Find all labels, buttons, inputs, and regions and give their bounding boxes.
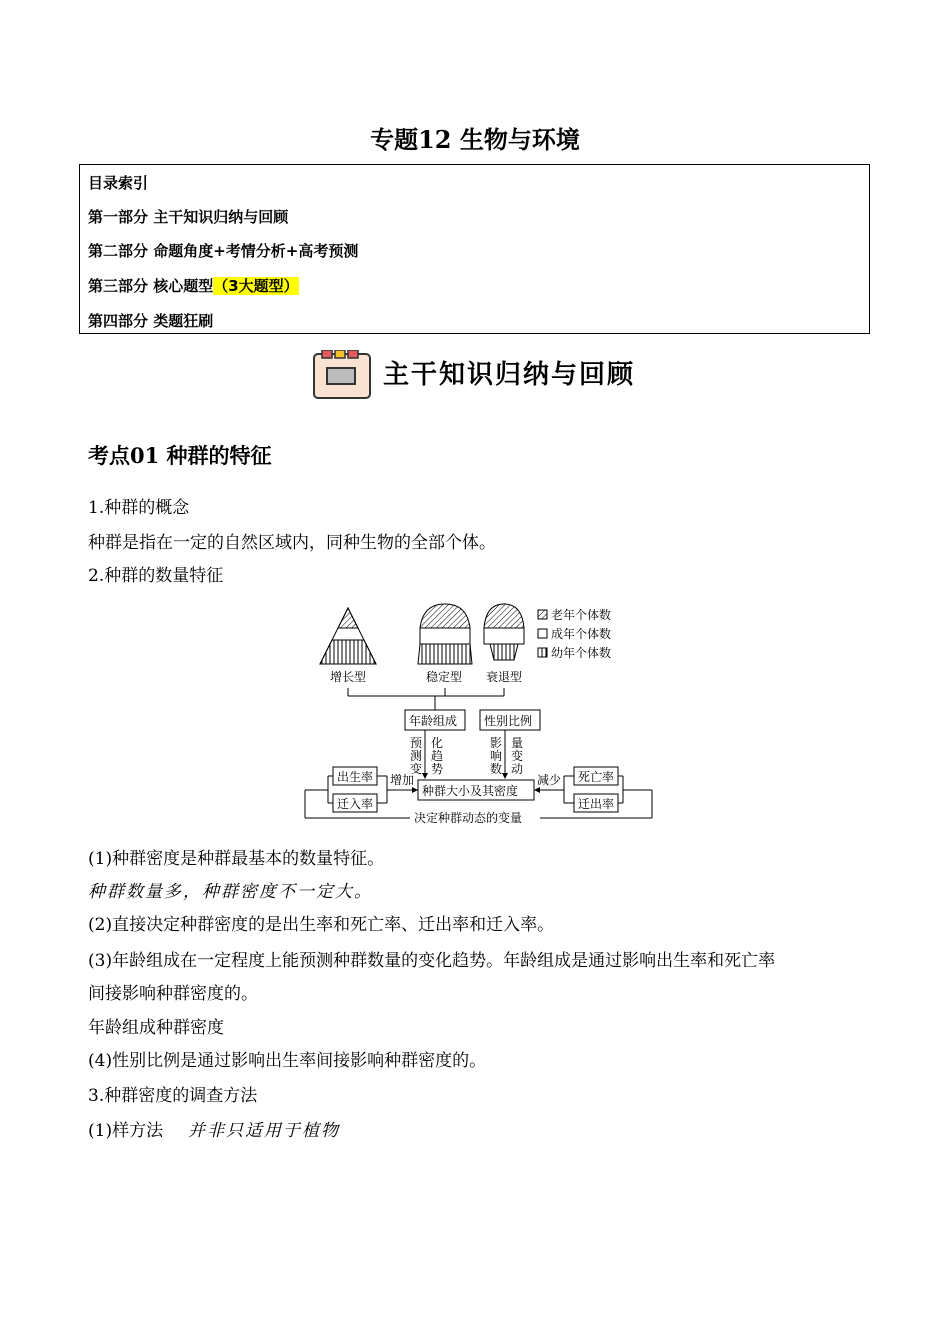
legend-adult: 成年个体数 [551, 627, 612, 641]
folder-icon [314, 350, 370, 398]
toc-part3-label: 第三部分 核心题型 [88, 277, 214, 295]
svg-text:趋: 趋 [431, 749, 444, 763]
subtitle-concept: 1.种群的概念 [88, 498, 190, 518]
svg-text:数: 数 [490, 762, 503, 776]
svg-text:测: 测 [410, 749, 423, 763]
svg-text:量: 量 [511, 736, 524, 750]
point-4: (4)性别比例是通过影响出生率间接影响种群密度的。 [88, 1051, 487, 1071]
handwritten-note-1: 种群数量多，种群密度不一定大。 [88, 882, 373, 902]
point-3-line1: (3)年龄组成在一定程度上能预测种群数量的变化趋势。年龄组成是通过影响出生率和死亡率 [88, 951, 776, 971]
svg-text:变: 变 [410, 762, 423, 776]
decrease-label: 减少 [537, 773, 562, 787]
growth-pyramid [320, 608, 376, 664]
note-2: 年龄组成种群密度 [88, 1018, 224, 1038]
legend-young: 幼年个体数 [551, 646, 612, 660]
stable-pyramid [418, 604, 472, 664]
subtitle-survey: 3.种群密度的调查方法 [88, 1086, 258, 1106]
legend-old: 老年个体数 [551, 608, 612, 622]
subtitle-quantity: 2.种群的数量特征 [88, 566, 224, 586]
handwritten-note-3: 并非只适用于植物 [188, 1121, 340, 1141]
banner-title: 主干知识归纳与回顾 [383, 360, 636, 390]
toc-part3[interactable] [88, 276, 299, 296]
age-structure-box: 年龄组成 [409, 714, 458, 728]
svg-text:变: 变 [511, 749, 524, 763]
sex-ratio-box: 性别比例 [484, 714, 533, 728]
label-growth: 增长型 [330, 670, 367, 684]
toc-part2[interactable]: 第二部分 命题角度+考情分析+高考预测 [88, 242, 359, 260]
concept-text: 种群是指在一定的自然区域内，同种生物的全部个体。 [88, 533, 496, 553]
legend [538, 607, 611, 660]
birth-rate-box: 出生率 [337, 770, 374, 784]
toc-part1[interactable]: 第一部分 主干知识归纳与回顾 [88, 208, 289, 226]
svg-text:响: 响 [490, 749, 503, 763]
point-1: (1)种群密度是种群最基本的数量特征。 [88, 849, 385, 869]
increase-label: 增加 [390, 773, 415, 787]
death-rate-box: 死亡率 [578, 770, 615, 784]
population-diagram [300, 600, 660, 830]
table-of-contents [79, 164, 870, 334]
svg-text:化: 化 [431, 736, 444, 750]
svg-text:动: 动 [511, 762, 524, 776]
svg-text:势: 势 [431, 762, 444, 776]
emigration-box: 迁出率 [578, 797, 615, 811]
point-2: (2)直接决定种群密度的是出生率和死亡率、迁出率和迁入率。 [88, 915, 555, 935]
svg-text:预: 预 [410, 736, 423, 750]
label-stable: 稳定型 [426, 670, 463, 684]
bottom-label: 决定种群动态的变量 [414, 811, 523, 825]
label-decline: 衰退型 [486, 670, 523, 684]
point-5: (1)样方法 [88, 1121, 164, 1141]
point-3-line2: 间接影响种群密度的。 [88, 984, 258, 1004]
svg-text:影: 影 [490, 736, 503, 750]
section-heading: 考点01 种群的特征 [88, 443, 272, 468]
page-title: 专题12 生物与环境 [370, 125, 580, 154]
decline-pyramid [484, 604, 524, 660]
toc-part3-highlight: （3大题型） [213, 277, 299, 295]
toc-heading: 目录索引 [88, 174, 149, 192]
center-box: 种群大小及其密度 [422, 784, 519, 798]
immigration-box: 迁入率 [337, 797, 374, 811]
toc-part4[interactable]: 第四部分 类题狂刷 [88, 312, 214, 330]
